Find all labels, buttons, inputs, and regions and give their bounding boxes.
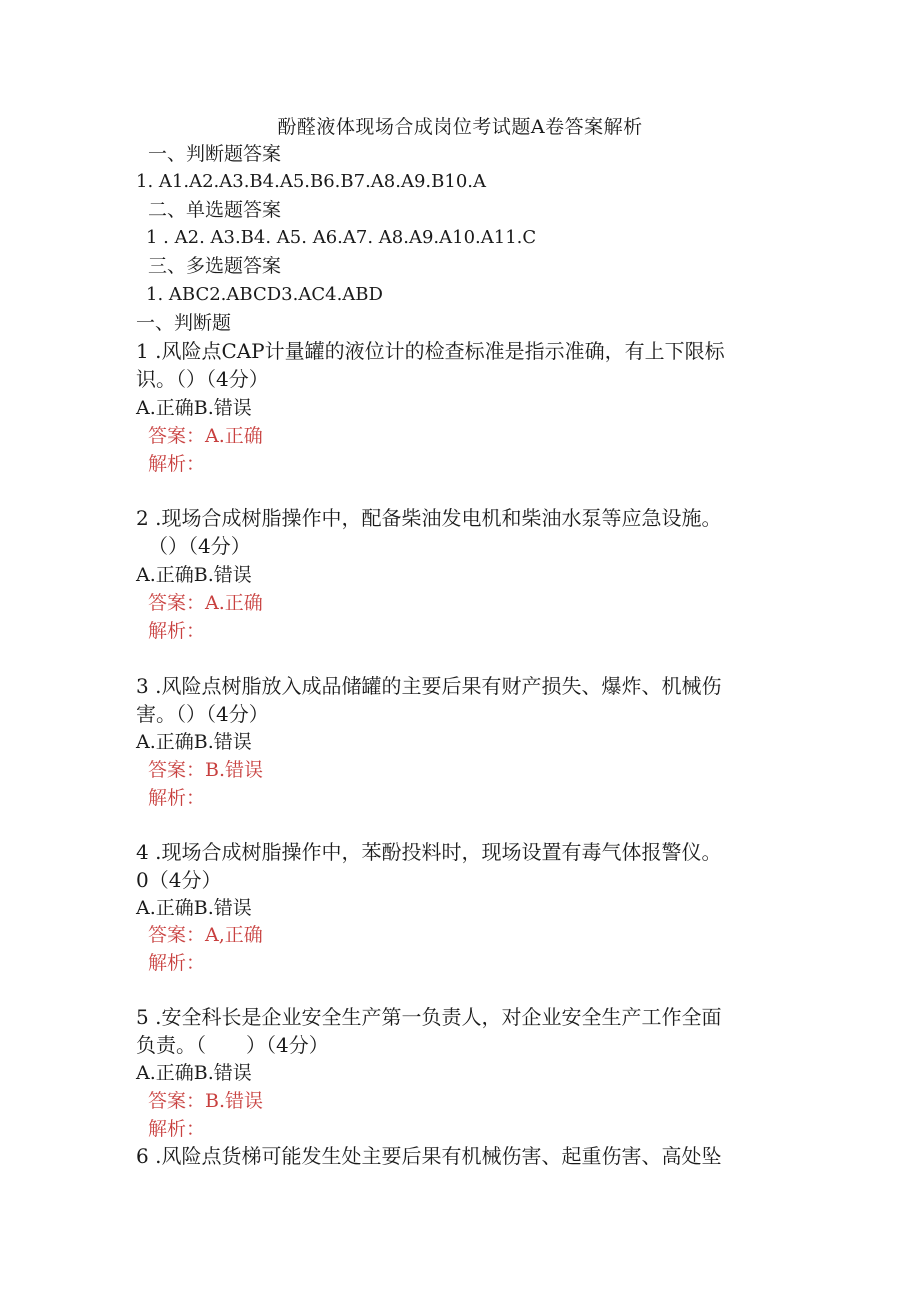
question-4-answer: 答案：A,正确 [148, 924, 263, 946]
question-4-analysis: 解析： [148, 952, 206, 974]
single-answers-header: 二、单选题答案 [148, 199, 282, 221]
document-title: 酚醛液体现场合成岗位考试题A卷答案解析 [277, 116, 643, 138]
question-3-text-cont: 害。（）（4分） [136, 702, 269, 726]
section-heading-judge: 一、判断题 [136, 312, 232, 334]
question-1-text: 1 .风险点CAP计量罐的液位计的检查标准是指示准确，有上下限标 [136, 339, 725, 363]
question-3-options: A.正确B.错误 [136, 731, 252, 753]
question-5-analysis: 解析： [148, 1118, 206, 1140]
judge-answers-header: 一、判断题答案 [148, 143, 282, 165]
question-3-analysis: 解析： [148, 787, 206, 809]
question-5-text-cont: 负责。（ ）（4分） [136, 1033, 329, 1057]
multi-answers-header: 三、多选题答案 [148, 255, 282, 277]
question-1-analysis: 解析： [148, 453, 206, 475]
question-6-text: 6 .风险点货梯可能发生处主要后果有机械伤害、起重伤害、高处坠 [136, 1144, 722, 1168]
question-2-options: A.正确B.错误 [136, 564, 252, 586]
question-2-analysis: 解析： [148, 620, 206, 642]
question-3-answer: 答案：B.错误 [148, 759, 264, 781]
question-4-text: 4 .现场合成树脂操作中，苯酚投料时，现场设置有毒气体报警仪。 [136, 840, 722, 864]
question-5-text: 5 .安全科长是企业安全生产第一负责人，对企业安全生产工作全面 [136, 1005, 722, 1029]
single-answers-list: 1 . A2. A3.B4. A5. A6.A7. A8.A9.A10.A11.C [146, 227, 537, 248]
question-3-text: 3 .风险点树脂放入成品储罐的主要后果有财产损失、爆炸、机械伤 [136, 674, 722, 698]
judge-answers-list: 1. A1.A2.A3.B4.A5.B6.B7.A8.A9.B10.A [136, 171, 486, 192]
question-1-answer: 答案：A.正确 [148, 425, 263, 447]
question-4-options: A.正确B.错误 [136, 897, 252, 919]
question-2-text: 2 .现场合成树脂操作中，配备柴油发电机和柴油水泵等应急设施。 [136, 506, 722, 530]
question-5-options: A.正确B.错误 [136, 1062, 252, 1084]
question-2-answer: 答案：A.正确 [148, 592, 263, 614]
question-1-text-cont: 识。（）（4分） [136, 367, 269, 391]
question-5-answer: 答案：B.错误 [148, 1090, 264, 1112]
question-2-text-cont: （）（4分） [148, 534, 251, 558]
question-1-options: A.正确B.错误 [136, 397, 252, 419]
multi-answers-list: 1. ABC2.ABCD3.AC4.ABD [146, 284, 383, 305]
question-4-text-cont: 0（4分） [136, 868, 222, 892]
